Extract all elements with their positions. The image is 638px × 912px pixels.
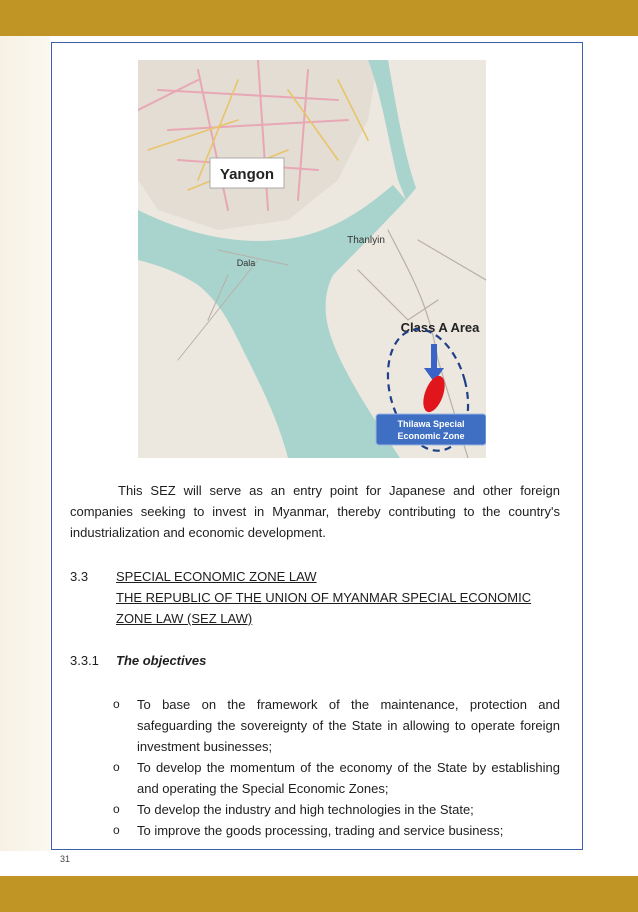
list-item: o To develop the industry and high technologies in the State;: [110, 799, 560, 820]
section-title-line2: THE REPUBLIC OF THE UNION OF MYANMAR SPECIAL ECONOMIC ZONE LAW (SEZ LAW): [116, 590, 532, 626]
section-title-line1: SPECIAL ECONOMIC ZONE LAW: [116, 569, 317, 584]
section-number: 3.3: [70, 569, 89, 584]
subsection-number: 3.3.1: [70, 653, 99, 668]
dala-label: Dala: [236, 258, 256, 268]
circle-bullet-icon: o: [113, 802, 120, 816]
thilawa-sez-map: [138, 60, 486, 458]
thilawa-label-line2: Economic Zone: [397, 431, 465, 441]
class-a-label: Class A Area: [400, 320, 480, 335]
list-item: o To base on the framework of the maintenance, protection and safeguarding the sovereignty of the State in allowing to operate foreign investment businesses;: [110, 694, 560, 757]
intro-paragraph: [70, 480, 560, 543]
footer-band: [0, 876, 638, 912]
list-item: o To develop the momentum of the economy of the State by establishing and operating the Special Economic Zones;: [110, 757, 560, 799]
page-number: 31: [60, 854, 71, 864]
left-margin-decoration: [0, 36, 50, 851]
circle-bullet-icon: o: [113, 823, 120, 837]
yangon-label: Yangon: [219, 166, 275, 183]
circle-bullet-icon: o: [113, 760, 120, 774]
zone-arrow-shaft: [431, 344, 437, 370]
header-band: [0, 0, 638, 36]
subsection-title: The objectives: [116, 653, 207, 668]
thanlyin-label: Thanlyin: [347, 235, 385, 246]
intro-paragraph-text: This SEZ will serve as an entry point for Japanese and other foreign companies seeking to invest in Myanmar, thereby contributing to the country's industrialization and economic development.: [70, 483, 560, 540]
list-item: o To improve the goods processing, trading and service business;: [110, 820, 560, 841]
section-title: [116, 566, 562, 629]
objectives-list: [110, 694, 560, 841]
thilawa-label-line1: Thilawa Special: [397, 419, 465, 429]
circle-bullet-icon: o: [113, 697, 120, 711]
